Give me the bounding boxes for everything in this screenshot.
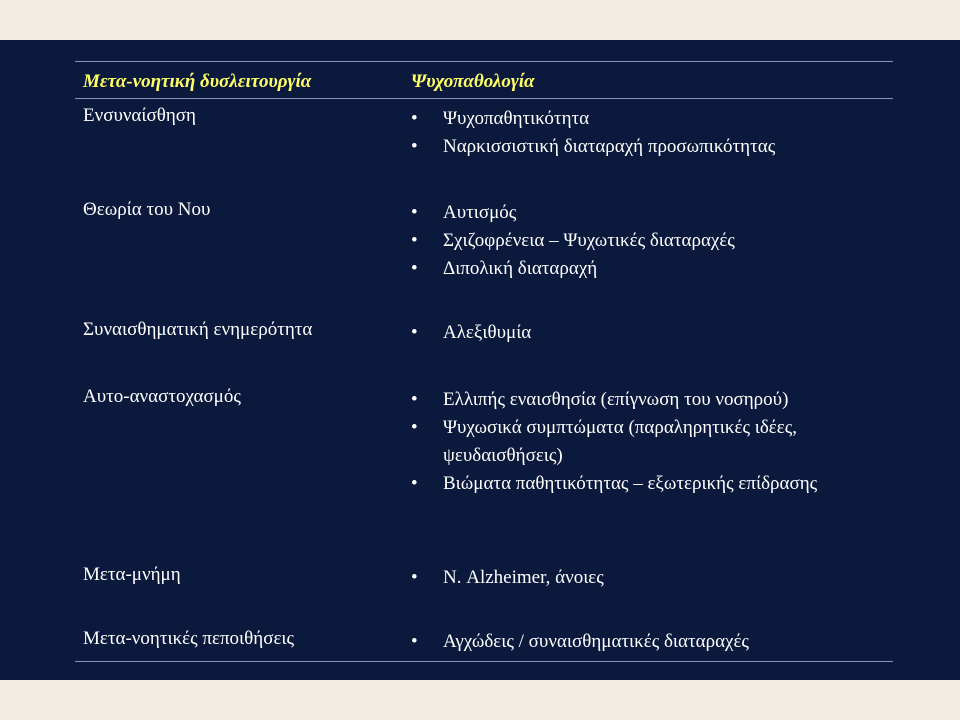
- list-item: • Σχιζοφρένεια – Ψυχωτικές διαταραχές: [411, 227, 891, 255]
- list-item: • Ελλιπής εναισθησία (επίγνωση του νοσηρού): [411, 386, 891, 414]
- bullet-icon: •: [411, 230, 418, 251]
- list-item: • Ναρκισσιστική διαταραχή προσωπικότητας: [411, 133, 891, 161]
- list-item: • Ν. Alzheimer, άνοιες: [411, 564, 891, 592]
- bullet-icon: •: [411, 202, 418, 223]
- row-label: Αυτο-αναστοχασμός: [83, 386, 241, 407]
- list-item: • Αλεξιθυμία: [411, 319, 891, 347]
- header-rule: [75, 98, 893, 99]
- bullet-icon: •: [411, 417, 418, 438]
- bullet-icon: •: [411, 258, 418, 279]
- bullet-icon: •: [411, 136, 418, 157]
- row-items: [411, 564, 891, 592]
- slide: [0, 40, 960, 680]
- header-col-psychopathology: Ψυχοπαθολογία: [411, 71, 535, 92]
- table-top-rule: [75, 61, 893, 62]
- row-items: [411, 105, 891, 161]
- bullet-icon: •: [411, 108, 418, 129]
- row-label: Ενσυναίσθηση: [83, 105, 196, 126]
- list-item: • Βιώματα παθητικότητας – εξωτερικής επίδρασης: [411, 470, 851, 498]
- list-item: • Ψυχωσικά συμπτώματα (παραληρητικές ιδέες, ψευδαισθήσεις): [411, 414, 851, 470]
- bullet-icon: •: [411, 473, 418, 494]
- row-items: [411, 628, 891, 656]
- row-items: [411, 319, 891, 347]
- header-col-dysfunction: Μετα-νοητική δυσλειτουργία: [83, 71, 312, 92]
- bullet-icon: •: [411, 567, 418, 588]
- list-item: • Αγχώδεις / συναισθηματικές διαταραχές: [411, 628, 891, 656]
- bullet-icon: •: [411, 389, 418, 410]
- row-label: Θεωρία του Νου: [83, 199, 211, 220]
- list-item: • Ψυχοπαθητικότητα: [411, 105, 891, 133]
- bullet-icon: •: [411, 631, 418, 652]
- row-items: [411, 199, 891, 283]
- row-label: Συναισθηματική ενημερότητα: [83, 319, 313, 340]
- list-item: • Διπολική διαταραχή: [411, 255, 891, 283]
- row-label: Μετα-μνήμη: [83, 564, 181, 585]
- list-item: • Αυτισμός: [411, 199, 891, 227]
- table-bottom-rule: [75, 661, 893, 662]
- row-label: Μετα-νοητικές πεποιθήσεις: [83, 628, 295, 649]
- bullet-icon: •: [411, 322, 418, 343]
- row-items: [411, 386, 891, 498]
